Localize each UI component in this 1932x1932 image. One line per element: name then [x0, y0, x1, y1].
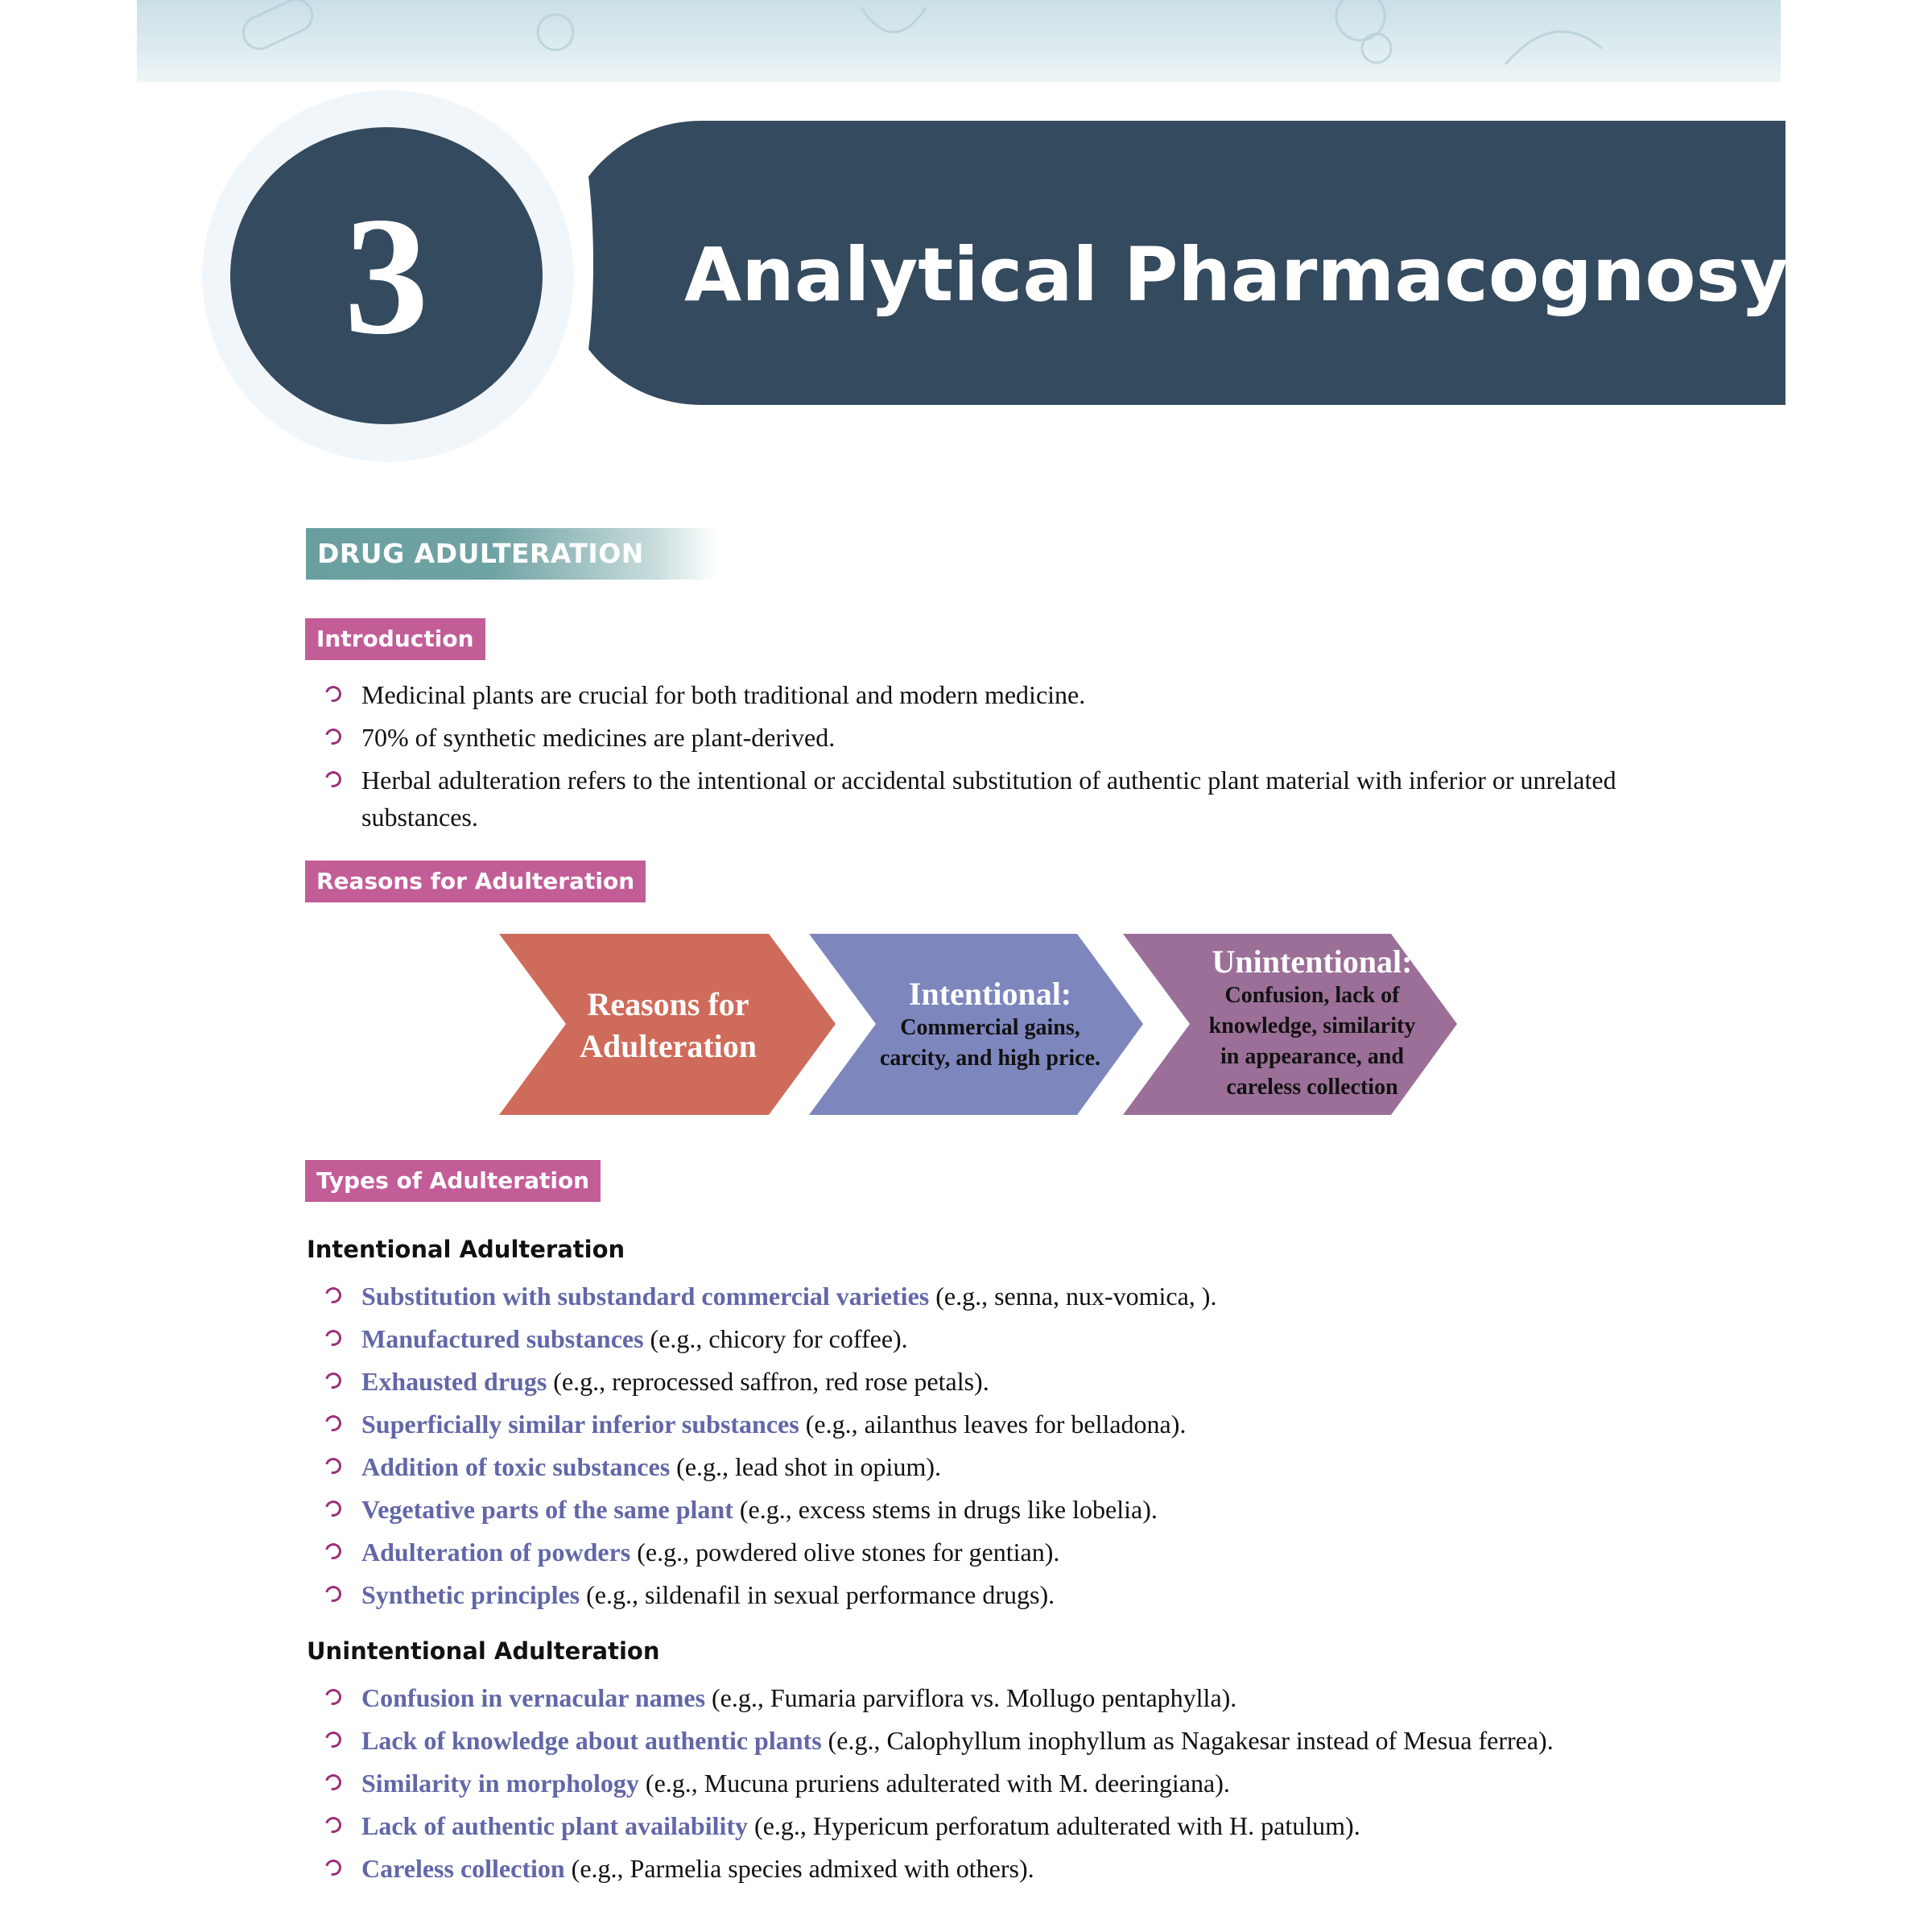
chevron-unintentional-label: Unintentional: Confusion, lack of knowledge, similarity in appearance, and careless collection — [1208, 943, 1416, 1100]
types-heading: Types of Adulteration — [305, 1160, 601, 1202]
list-item: Adulteration of powders (e.g., powdered olive stones for gentian). — [0, 1534, 1690, 1571]
unintentional-list — [0, 1679, 1690, 1887]
bullet-icon — [322, 1497, 344, 1519]
bullet-icon — [322, 1540, 344, 1562]
bullet-icon — [322, 1583, 344, 1604]
bullet-icon — [322, 725, 344, 747]
reasons-heading: Reasons for Adulteration — [305, 861, 646, 902]
introduction-list — [0, 676, 1690, 836]
list-item: Herbal adulteration refers to the intentional or accidental substitution of authentic plant material with inferior or unrelated substances. — [0, 762, 1690, 836]
bullet-icon — [322, 1412, 344, 1434]
bullet-icon — [322, 1455, 344, 1476]
list-item: Confusion in vernacular names (e.g., Fumaria parviflora vs. Mollugo pentaphylla). — [0, 1679, 1690, 1716]
introduction-heading: Introduction — [305, 618, 485, 660]
chapter-title: Analytical Pharmacognosy — [684, 232, 1789, 318]
list-item: Synthetic principles (e.g., sildenafil in sexual performance drugs). — [0, 1576, 1690, 1613]
chevron-reasons-label: Reasons for Adulteration — [580, 986, 757, 1064]
intentional-subheading: Intentional Adulteration — [307, 1236, 625, 1263]
list-item: Careless collection (e.g., Parmelia species admixed with others). — [0, 1850, 1690, 1887]
list-item: 70% of synthetic medicines are plant-derived. — [0, 719, 1690, 756]
bullet-icon — [322, 1327, 344, 1348]
list-item: Vegetative parts of the same plant (e.g., excess stems in drugs like lobelia). — [0, 1491, 1690, 1528]
list-item: Addition of toxic substances (e.g., lead shot in opium). — [0, 1448, 1690, 1485]
chapter-number-badge — [230, 127, 543, 424]
unintentional-subheading: Unintentional Adulteration — [307, 1637, 660, 1665]
section-heading: DRUG ADULTERATION — [317, 538, 644, 569]
chevron-intentional-label: Intentional: Commercial gains, carcity, and high price. — [879, 976, 1101, 1071]
list-item: Manufactured substances (e.g., chicory for coffee). — [0, 1320, 1690, 1357]
bullet-icon — [322, 768, 344, 790]
list-item: Similarity in morphology (e.g., Mucuna pruriens adulterated with M. deeringiana). — [0, 1765, 1690, 1802]
list-item: Superficially similar inferior substances (e.g., ailanthus leaves for belladona). — [0, 1406, 1690, 1443]
section-heading-bar — [306, 528, 716, 580]
bullet-icon — [322, 1771, 344, 1793]
list-item: Substitution with substandard commercial varieties (e.g., senna, nux-vomica, ). — [0, 1278, 1690, 1315]
bullet-icon — [322, 1814, 344, 1835]
bullet-icon — [322, 1369, 344, 1391]
bullet-icon — [322, 1856, 344, 1878]
list-item: Exhausted drugs (e.g., reprocessed saffron, red rose petals). — [0, 1363, 1690, 1400]
list-item: Lack of knowledge about authentic plants (e.g., Calophyllum inophyllum as Nagakesar instead of Mesua ferrea). — [0, 1722, 1690, 1759]
list-item: Lack of authentic plant availability (e.g., Hypericum perforatum adulterated with H. patulum). — [0, 1807, 1690, 1844]
bullet-icon — [322, 1728, 344, 1750]
intentional-list — [0, 1278, 1690, 1613]
reasons-diagram — [499, 934, 1465, 1115]
bullet-icon — [322, 683, 344, 704]
bullet-icon — [322, 1284, 344, 1306]
chapter-number: 3 — [344, 182, 429, 369]
list-item: Medicinal plants are crucial for both traditional and modern medicine. — [0, 676, 1690, 713]
bullet-icon — [322, 1686, 344, 1707]
header-banner-image — [137, 0, 1781, 82]
